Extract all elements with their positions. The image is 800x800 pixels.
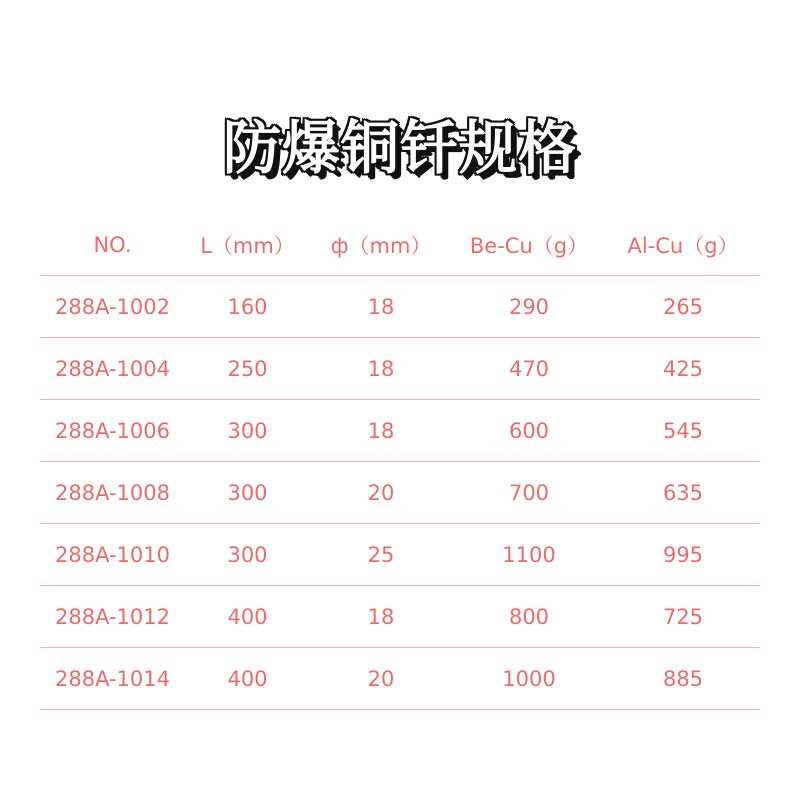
header-no: NO. — [40, 215, 185, 276]
cell-length: 250 — [185, 338, 310, 400]
cell-length: 400 — [185, 648, 310, 710]
cell-diameter: 20 — [310, 648, 452, 710]
cell-be-cu: 1000 — [452, 648, 606, 710]
cell-no: 288A-1012 — [40, 586, 185, 648]
cell-al-cu: 725 — [606, 586, 760, 648]
cell-length: 160 — [185, 276, 310, 338]
cell-no: 288A-1006 — [40, 400, 185, 462]
cell-no: 288A-1008 — [40, 462, 185, 524]
cell-al-cu: 995 — [606, 524, 760, 586]
cell-al-cu: 265 — [606, 276, 760, 338]
cell-length: 400 — [185, 586, 310, 648]
table-row — [40, 586, 760, 648]
cell-no: 288A-1010 — [40, 524, 185, 586]
table-row — [40, 338, 760, 400]
cell-length: 300 — [185, 462, 310, 524]
cell-al-cu: 885 — [606, 648, 760, 710]
cell-be-cu: 700 — [452, 462, 606, 524]
cell-be-cu: 470 — [452, 338, 606, 400]
cell-length: 300 — [185, 524, 310, 586]
table-row — [40, 400, 760, 462]
spec-table — [40, 215, 760, 710]
cell-al-cu: 545 — [606, 400, 760, 462]
cell-diameter: 18 — [310, 400, 452, 462]
table-row — [40, 524, 760, 586]
cell-be-cu: 600 — [452, 400, 606, 462]
cell-diameter: 18 — [310, 338, 452, 400]
cell-length: 300 — [185, 400, 310, 462]
header-length: L（mm） — [185, 215, 310, 276]
table-row — [40, 462, 760, 524]
cell-no: 288A-1002 — [40, 276, 185, 338]
table-header-row — [40, 215, 760, 276]
cell-al-cu: 425 — [606, 338, 760, 400]
header-diameter: ф（mm） — [310, 215, 452, 276]
cell-diameter: 20 — [310, 462, 452, 524]
cell-be-cu: 290 — [452, 276, 606, 338]
cell-be-cu: 800 — [452, 586, 606, 648]
cell-al-cu: 635 — [606, 462, 760, 524]
table-row — [40, 276, 760, 338]
cell-diameter: 18 — [310, 586, 452, 648]
cell-diameter: 18 — [310, 276, 452, 338]
table-row — [40, 648, 760, 710]
cell-diameter: 25 — [310, 524, 452, 586]
cell-be-cu: 1100 — [452, 524, 606, 586]
cell-no: 288A-1004 — [40, 338, 185, 400]
cell-no: 288A-1014 — [40, 648, 185, 710]
header-be-cu-weight: Be-Cu（g） — [452, 215, 606, 276]
header-al-cu-weight: Al-Cu（g） — [606, 215, 760, 276]
page-title: 防爆铜钎规格 — [222, 114, 577, 182]
